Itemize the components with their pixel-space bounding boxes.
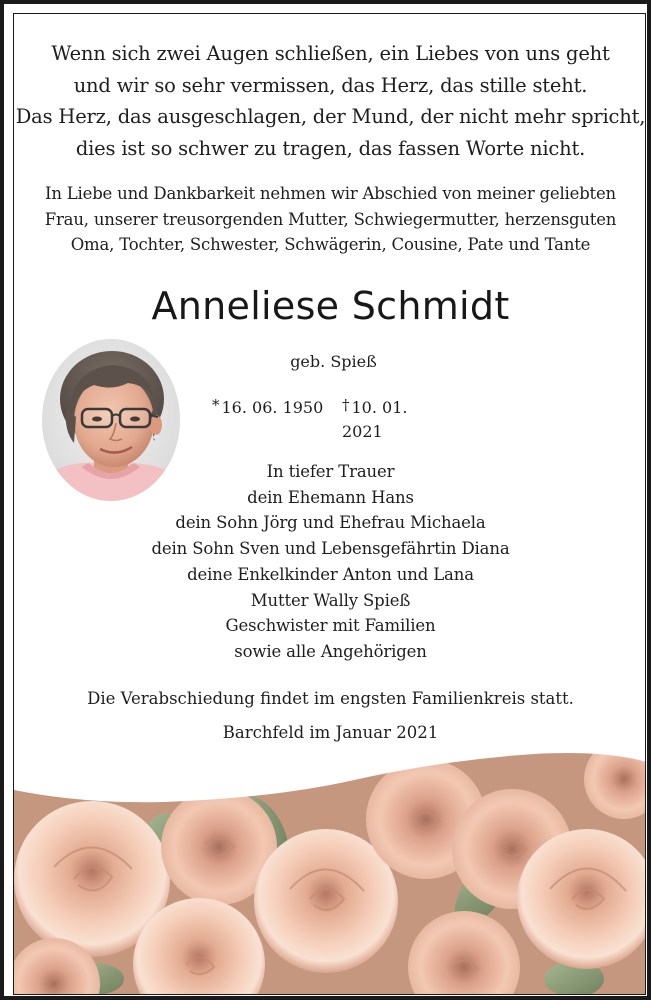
- intro-line: In Liebe und Dankbarkeit nehmen wir Abschied von meiner geliebten: [45, 184, 616, 203]
- death-date: 10. 01. 2021: [342, 398, 408, 441]
- poem-line: dies ist so schwer zu tragen, das fassen Worte nicht.: [75, 136, 586, 160]
- poem-line: und wir so sehr vermissen, das Herz, das stille steht.: [73, 73, 588, 97]
- mourner-line: Geschwister mit Familien: [225, 616, 436, 636]
- life-dates: [212, 396, 452, 441]
- birth-date: 16. 06. 1950: [221, 398, 324, 417]
- mourner-line: In tiefer Trauer: [266, 462, 395, 481]
- intro-line: Oma, Tochter, Schwester, Schwägerin, Cousine, Pate und Tante: [70, 235, 591, 254]
- death-date-group: [342, 396, 452, 444]
- farewell-intro: [14, 181, 646, 258]
- mourners-list: [14, 459, 646, 665]
- birth-date-group: [212, 396, 323, 420]
- mourner-line: Mutter Wally Spieß: [250, 590, 411, 610]
- mourner-line: sowie alle Angehörigen: [234, 641, 427, 661]
- death-cross-icon: †: [342, 396, 350, 414]
- roses-image: [14, 739, 646, 995]
- intro-line: Frau, unserer treusorgenden Mutter, Schwiegermutter, herzensguten: [44, 209, 617, 229]
- mourner-line: dein Sohn Jörg und Ehefrau Michaela: [175, 513, 486, 533]
- deceased-name: Anneliese Schmidt: [151, 284, 510, 328]
- mourner-line: deine Enkelkinder Anton und Lana: [187, 564, 474, 584]
- mourner-line: dein Sohn Sven und Lebensgefährtin Diana: [151, 539, 510, 559]
- obituary-card: [13, 13, 646, 995]
- poem-verse: [14, 38, 646, 164]
- ceremony-notice: Die Verabschiedung findet im engsten Familienkreis statt.: [87, 689, 574, 708]
- mourner-line: dein Ehemann Hans: [247, 487, 414, 507]
- place-and-date: Barchfeld im Januar 2021: [222, 723, 439, 742]
- maiden-name: geb. Spieß: [290, 352, 377, 371]
- poem-line: Wenn sich zwei Augen schließen, ein Liebes von uns geht: [51, 42, 610, 65]
- birth-star-icon: *: [212, 396, 220, 414]
- poem-line: Das Herz, das ausgeschlagen, der Mund, der nicht mehr spricht,: [15, 105, 646, 128]
